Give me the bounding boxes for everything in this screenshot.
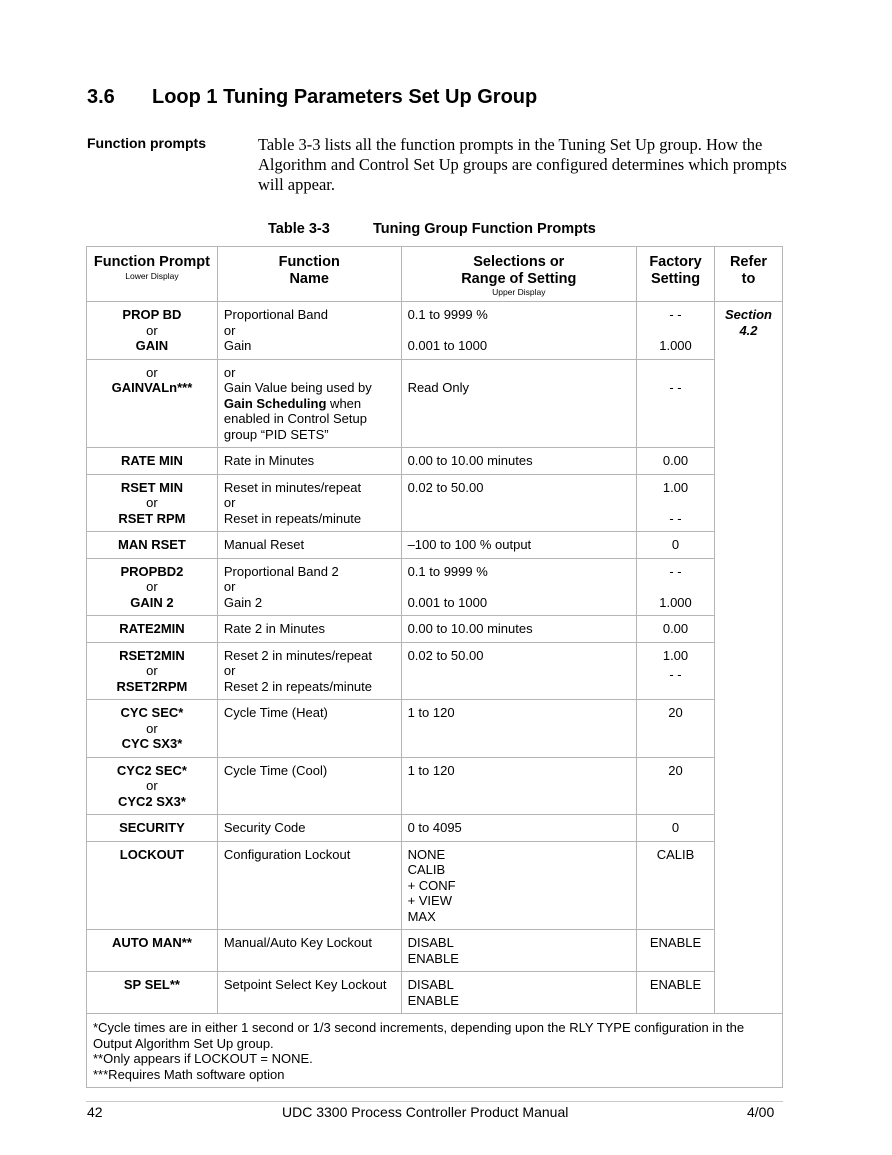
footer-title: UDC 3300 Process Controller Product Manual	[282, 1104, 569, 1120]
prompt-cell: CYC2 SEC* or CYC2 SX3*	[87, 757, 218, 815]
prompt-cell: CYC SEC* or CYC SX3*	[87, 700, 218, 758]
tuning-group-table	[86, 246, 783, 1088]
table-row	[87, 700, 783, 758]
selection-cell: –100 to 100 % output	[401, 532, 636, 559]
name-cell: Manual Reset	[217, 532, 401, 559]
table-row	[87, 815, 783, 842]
footnote: **Only appears if LOCKOUT = NONE.	[93, 1051, 313, 1066]
section-title: Loop 1 Tuning Parameters Set Up Group	[152, 86, 538, 108]
table-row	[87, 930, 783, 972]
selection-cell: 1 to 120	[401, 757, 636, 815]
factory-cell: ENABLE	[637, 930, 715, 972]
header-refer-to: Refer to	[714, 247, 782, 302]
selection-cell: 0.02 to 50.00	[401, 642, 636, 700]
table-row	[87, 841, 783, 930]
factory-cell: CALIB	[637, 841, 715, 930]
table-row	[87, 532, 783, 559]
name-cell: Rate in Minutes	[217, 448, 401, 475]
selection-cell: 0 to 4095	[401, 815, 636, 842]
prompt-cell: RSET MIN or RSET RPM	[87, 474, 218, 532]
selection-cell: NONE CALIB + CONF + VIEW MAX	[401, 841, 636, 930]
footnote: *Cycle times are in either 1 second or 1/3 second increments, depending upon the RLY TYPE configuration in the Output Algorithm Set Up group.	[93, 1020, 745, 1051]
table-row	[87, 616, 783, 643]
prompt-cell: LOCKOUT	[87, 841, 218, 930]
selection-cell: DISABL ENABLE	[401, 972, 636, 1014]
selection-cell: 1 to 120	[401, 700, 636, 758]
table-row	[87, 302, 783, 360]
header-selections: Selections or Range of Setting Upper Display	[401, 247, 636, 302]
header-function-name: Function Name	[217, 247, 401, 302]
prompt-cell: PROP BD or GAIN	[87, 302, 218, 360]
factory-cell: 20	[637, 757, 715, 815]
name-cell: Setpoint Select Key Lockout	[217, 972, 401, 1014]
footer-divider	[86, 1101, 783, 1102]
selection-cell: 0.02 to 50.00	[401, 474, 636, 532]
name-cell: Cycle Time (Cool)	[217, 757, 401, 815]
factory-cell: 1.00 - -	[637, 642, 715, 700]
intro-paragraph: Table 3-3 lists all the function prompts in the Tuning Set Up group. How the Algorithm and Control Set Up groups are configured determines which prompts will appear.	[258, 135, 787, 194]
factory-cell: - - 1.000	[637, 558, 715, 616]
prompt-cell: MAN RSET	[87, 532, 218, 559]
factory-cell: 0.00	[637, 448, 715, 475]
table-header-row	[87, 247, 783, 302]
prompt-cell: PROPBD2 or GAIN 2	[87, 558, 218, 616]
selection-cell: 0.1 to 9999 % 0.001 to 1000	[401, 302, 636, 360]
factory-cell: 1.00 - -	[637, 474, 715, 532]
name-cell: Configuration Lockout	[217, 841, 401, 930]
name-cell: Cycle Time (Heat)	[217, 700, 401, 758]
selection-cell: DISABL ENABLE	[401, 930, 636, 972]
prompt-cell: SP SEL**	[87, 972, 218, 1014]
factory-cell: - -	[637, 359, 715, 448]
table-footnotes	[87, 1014, 783, 1088]
refer-cell: Section 4.2	[714, 302, 782, 1014]
factory-cell: 20	[637, 700, 715, 758]
header-factory-setting: Factory Setting	[637, 247, 715, 302]
prompt-cell: SECURITY	[87, 815, 218, 842]
page-number: 42	[87, 1104, 103, 1120]
factory-cell: - - 1.000	[637, 302, 715, 360]
name-cell: Rate 2 in Minutes	[217, 616, 401, 643]
footnote: ***Requires Math software option	[93, 1066, 285, 1082]
name-cell: Reset in minutes/repeat or Reset in repeats/minute	[217, 474, 401, 532]
name-cell: Manual/Auto Key Lockout	[217, 930, 401, 972]
selection-cell: 0.00 to 10.00 minutes	[401, 448, 636, 475]
prompt-cell: RSET2MIN or RSET2RPM	[87, 642, 218, 700]
selection-cell: 0.1 to 9999 % 0.001 to 1000	[401, 558, 636, 616]
table-row	[87, 972, 783, 1014]
prompt-cell: AUTO MAN**	[87, 930, 218, 972]
table-row	[87, 757, 783, 815]
factory-cell: ENABLE	[637, 972, 715, 1014]
table-caption-title: Tuning Group Function Prompts	[373, 221, 596, 237]
factory-cell: 0	[637, 532, 715, 559]
table-row	[87, 448, 783, 475]
table-row	[87, 474, 783, 532]
function-prompts-label: Function prompts	[87, 135, 206, 151]
footer-date: 4/00	[747, 1104, 775, 1120]
table-caption	[268, 221, 596, 237]
header-function-prompt: Function Prompt Lower Display	[87, 247, 218, 302]
prompt-cell: RATE MIN	[87, 448, 218, 475]
table-caption-number: Table 3-3	[268, 221, 330, 237]
name-cell: Proportional Band 2 or Gain 2	[217, 558, 401, 616]
table-row	[87, 359, 783, 448]
name-cell: Proportional Band or Gain	[217, 302, 401, 360]
table-row	[87, 642, 783, 700]
table-row	[87, 558, 783, 616]
factory-cell: 0.00	[637, 616, 715, 643]
name-cell: Reset 2 in minutes/repeat or Reset 2 in repeats/minute	[217, 642, 401, 700]
prompt-cell: RATE2MIN	[87, 616, 218, 643]
selection-cell: Read Only	[401, 359, 636, 448]
name-cell: or Gain Value being used by Gain Scheduling when enabled in Control Setup group “PID SETS”	[217, 359, 401, 448]
prompt-cell: or GAINVALn***	[87, 359, 218, 448]
name-cell: Security Code	[217, 815, 401, 842]
factory-cell: 0	[637, 815, 715, 842]
selection-cell: 0.00 to 10.00 minutes	[401, 616, 636, 643]
section-number: 3.6	[87, 86, 115, 108]
section-heading	[87, 86, 537, 109]
table-notes-row	[87, 1014, 783, 1088]
